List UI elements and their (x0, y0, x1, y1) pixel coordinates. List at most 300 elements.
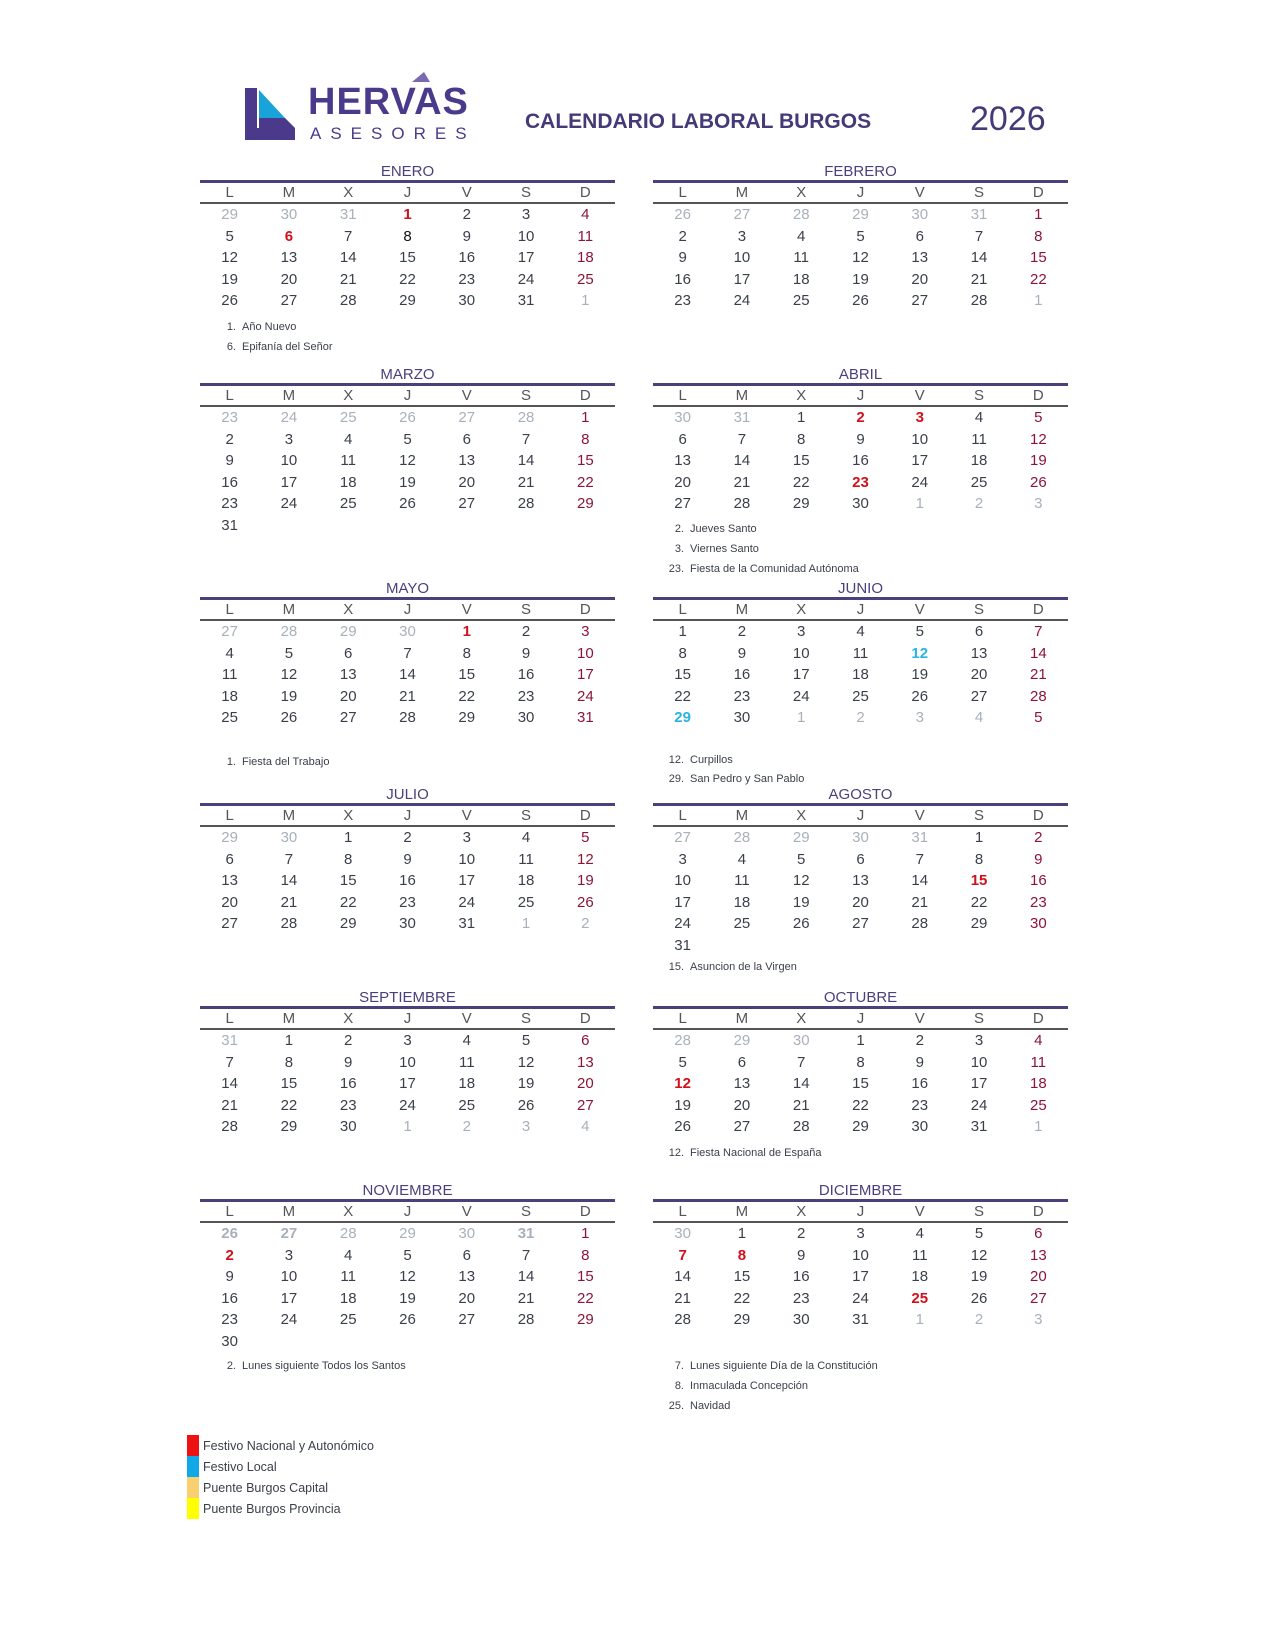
day-cell: 2 (581, 915, 590, 932)
month-title: ENERO (380, 163, 435, 180)
week-row (200, 515, 615, 537)
weekday-label: X (796, 601, 807, 618)
day-cell: 7 (678, 1246, 687, 1264)
weekday-label: D (579, 387, 591, 404)
weekday-label: S (974, 184, 985, 201)
day-cell: 20 (911, 270, 929, 288)
weekday-label: S (521, 601, 532, 618)
day-cell: 16 (852, 452, 869, 469)
day-cell: 28 (674, 1311, 691, 1328)
weekday-label: X (343, 387, 354, 404)
day-cell: 24 (911, 473, 929, 491)
day-cell (1009, 935, 1068, 957)
day-cell: 11 (340, 1268, 356, 1285)
day-cell: 7 (225, 1053, 234, 1071)
day-cell: 15 (1029, 249, 1047, 266)
week-row (653, 849, 1068, 871)
day-cell: 18 (339, 1289, 357, 1307)
day-cell: 30 (852, 495, 869, 512)
day-cell: 13 (970, 644, 988, 662)
day-cell: 22 (792, 473, 810, 491)
day-cell: 28 (221, 1118, 238, 1135)
day-cell: 16 (399, 872, 416, 889)
day-cell: 11 (911, 1246, 928, 1264)
week-row (200, 849, 615, 871)
day-cell: 22 (674, 687, 691, 705)
day-cell: 1 (678, 623, 687, 640)
holiday-notes (216, 317, 333, 357)
day-cell: 14 (280, 872, 298, 889)
week-row (653, 407, 1068, 429)
day-cell: 19 (399, 1289, 416, 1307)
day-cell: 24 (517, 270, 535, 288)
weekday-label: L (678, 1203, 687, 1220)
day-cell (831, 935, 890, 957)
day-cell: 25 (733, 915, 751, 932)
day-cell: 2 (856, 709, 865, 726)
day-cell: 30 (517, 709, 535, 726)
month-title: JULIO (386, 786, 429, 803)
day-cell: 6 (678, 430, 687, 448)
day-cell: 10 (280, 452, 298, 469)
day-cell: 3 (1034, 1311, 1043, 1328)
day-cell: 29 (674, 709, 691, 726)
day-cell: 7 (974, 227, 984, 245)
month-marzo (200, 366, 615, 536)
month-title: ABRIL (838, 366, 883, 383)
week-row (200, 493, 615, 515)
weekday-label: L (225, 807, 234, 824)
week-row (653, 290, 1068, 312)
swatch-yellow (187, 1498, 199, 1519)
weekday-label: X (343, 601, 354, 618)
day-cell: 14 (517, 452, 535, 469)
day-cell: 20 (674, 473, 691, 491)
day-cell: 16 (339, 1075, 357, 1092)
weekday-header (653, 1009, 1068, 1030)
day-cell: 26 (399, 1311, 416, 1328)
day-cell: 9 (225, 452, 234, 469)
day-cell: 14 (733, 452, 751, 469)
day-cell: 27 (280, 292, 298, 309)
day-cell: 9 (678, 249, 687, 266)
day-cell: 27 (674, 829, 691, 846)
day-cell: 1 (974, 829, 984, 846)
day-cell: 1 (1034, 1118, 1043, 1135)
day-cell: 4 (581, 1118, 590, 1135)
day-cell: 20 (221, 893, 238, 911)
day-cell: 6 (915, 227, 924, 245)
day-cell: 27 (221, 623, 238, 640)
day-cell: 2 (737, 623, 747, 640)
day-cell: 29 (576, 495, 594, 512)
day-cell: 28 (517, 409, 535, 426)
day-cell: 9 (737, 644, 747, 662)
day-cell: 7 (521, 1246, 531, 1264)
day-cell: 19 (792, 893, 810, 911)
day-cell: 4 (1034, 1032, 1043, 1049)
day-cell: 22 (576, 1289, 594, 1307)
day-cell: 27 (576, 1096, 594, 1114)
weekday-label: X (796, 807, 807, 824)
day-cell: 9 (521, 644, 531, 662)
day-cell: 1 (1034, 292, 1043, 309)
day-cell: 24 (280, 1311, 298, 1328)
weekday-label: D (1032, 184, 1044, 201)
day-cell: 27 (674, 495, 691, 512)
day-cell: 28 (517, 495, 535, 512)
day-cell: 24 (970, 1096, 988, 1114)
year-label: 2026 (970, 100, 1046, 138)
day-cell: 27 (970, 687, 988, 705)
day-cell: 19 (399, 473, 416, 491)
weekday-label: J (403, 1010, 412, 1027)
day-cell: 21 (733, 473, 751, 491)
weekday-label: M (282, 807, 296, 824)
day-cell: 10 (576, 644, 594, 662)
day-cell: 22 (970, 893, 988, 911)
day-cell: 25 (792, 292, 810, 309)
day-cell: 4 (225, 644, 234, 662)
day-cell: 19 (674, 1096, 691, 1114)
day-cell: 5 (915, 623, 924, 640)
day-cell: 19 (517, 1075, 535, 1092)
week-row (653, 913, 1068, 935)
week-row (200, 247, 615, 269)
day-cell: 23 (221, 1311, 238, 1328)
holiday-notes (664, 750, 804, 788)
day-cell: 21 (1029, 666, 1047, 683)
day-cell: 2 (225, 430, 234, 448)
legend-item-local: Festivo Local (187, 1456, 374, 1477)
month-title: MARZO (380, 366, 435, 383)
weekday-label: J (403, 387, 412, 404)
day-cell: 25 (576, 270, 594, 288)
month-title: NOVIEMBRE (362, 1182, 453, 1199)
day-cell: 24 (733, 292, 751, 309)
day-cell: 5 (1034, 409, 1043, 426)
day-cell: 20 (458, 473, 476, 491)
day-cell: 30 (280, 206, 298, 223)
day-cell: 28 (792, 206, 810, 223)
day-cell: 31 (517, 1225, 535, 1242)
weekday-label: X (343, 184, 354, 201)
day-cell: 26 (792, 915, 810, 932)
weekday-label: M (735, 184, 749, 201)
day-cell: 11 (1030, 1053, 1047, 1071)
day-cell: 8 (797, 430, 806, 448)
day-cell: 21 (911, 893, 929, 911)
day-cell: 6 (284, 227, 294, 245)
day-cell: 12 (280, 666, 298, 683)
day-cell: 24 (852, 1289, 869, 1307)
day-cell: 28 (517, 1311, 535, 1328)
holiday-note: 15. Asuncion de la Virgen (668, 961, 797, 973)
day-cell: 4 (344, 1246, 353, 1264)
day-cell: 16 (674, 270, 691, 288)
weekday-label: L (678, 1010, 687, 1027)
day-cell: 10 (280, 1268, 298, 1285)
day-cell: 30 (792, 1032, 810, 1049)
swatch-blue (187, 1456, 199, 1477)
day-cell: 27 (339, 709, 357, 726)
weekday-label: M (735, 807, 749, 824)
week-row (653, 1223, 1068, 1245)
day-cell: 31 (339, 206, 357, 223)
weekday-label: M (735, 1203, 749, 1220)
day-cell: 31 (852, 1311, 869, 1328)
day-cell: 21 (339, 270, 357, 288)
week-row (200, 1331, 615, 1353)
weekday-label: V (914, 1010, 925, 1027)
day-cell: 31 (221, 1032, 238, 1049)
weekday-header (653, 183, 1068, 204)
day-cell: 3 (915, 409, 924, 426)
day-cell: 28 (280, 915, 298, 932)
day-cell: 12 (792, 872, 810, 889)
day-cell: 19 (221, 270, 238, 288)
holiday-notes (216, 752, 329, 772)
day-cell: 3 (581, 623, 590, 640)
day-cell: 17 (399, 1075, 416, 1092)
day-cell: 7 (915, 850, 924, 868)
day-cell: 7 (737, 430, 747, 448)
day-cell: 22 (280, 1096, 298, 1114)
day-cell: 30 (458, 1225, 476, 1242)
week-row (200, 1073, 615, 1095)
day-cell: 20 (970, 666, 988, 683)
day-cell: 14 (221, 1075, 238, 1092)
day-cell: 12 (221, 249, 238, 266)
holiday-note: 1. Fiesta del Trabajo (226, 756, 330, 768)
day-cell: 18 (458, 1075, 476, 1092)
week-row (653, 664, 1068, 686)
day-cell: 29 (221, 206, 238, 223)
day-cell: 29 (399, 292, 416, 309)
day-cell: 11 (458, 1053, 475, 1071)
day-cell (890, 935, 949, 957)
day-cell: 15 (458, 666, 476, 683)
weekday-label: X (343, 807, 354, 824)
holiday-note: 12. Fiesta Nacional de España (668, 1147, 822, 1159)
week-row (200, 204, 615, 226)
week-row (200, 290, 615, 312)
weekday-label: X (796, 184, 807, 201)
day-cell: 6 (462, 1246, 471, 1264)
day-cell: 4 (915, 1225, 924, 1242)
day-cell: 21 (970, 270, 988, 288)
day-cell: 8 (1034, 227, 1043, 245)
weekday-header (653, 1202, 1068, 1223)
day-cell: 29 (280, 1118, 298, 1135)
day-cell: 29 (852, 206, 869, 223)
month-febrero (653, 163, 1068, 312)
day-cell: 30 (458, 292, 476, 309)
day-cell: 23 (221, 409, 238, 426)
week-row (200, 429, 615, 451)
weekday-header (200, 806, 615, 827)
day-cell: 11 (852, 644, 869, 662)
day-cell: 18 (911, 1268, 929, 1285)
day-cell: 24 (280, 409, 298, 426)
day-cell: 1 (581, 292, 590, 309)
day-cell: 8 (284, 1053, 294, 1071)
weekday-label: J (403, 807, 412, 824)
weekday-header (200, 1009, 615, 1030)
day-cell: 16 (792, 1268, 810, 1285)
day-cell: 19 (280, 687, 298, 705)
day-cell (437, 515, 496, 537)
day-cell: 11 (734, 872, 750, 889)
weekday-label: M (735, 601, 749, 618)
month-title: AGOSTO (828, 786, 893, 803)
day-cell: 27 (911, 292, 929, 309)
day-cell: 17 (852, 1268, 869, 1285)
day-cell: 8 (678, 644, 687, 662)
day-cell: 28 (280, 623, 298, 640)
holiday-notes (664, 1356, 878, 1416)
week-row (653, 450, 1068, 472)
week-row (653, 892, 1068, 914)
day-cell: 21 (674, 1289, 691, 1307)
day-cell: 4 (737, 850, 747, 868)
day-cell: 1 (462, 623, 471, 640)
day-cell (437, 1331, 496, 1353)
day-cell: 12 (970, 1246, 988, 1264)
weekday-label: L (225, 1203, 234, 1220)
week-row (653, 204, 1068, 226)
day-cell: 23 (517, 687, 535, 705)
brand-name: HERVAS (308, 81, 469, 123)
week-row (200, 269, 615, 291)
swatch-orange (187, 1477, 199, 1498)
day-cell: 29 (792, 495, 810, 512)
weekday-label: M (282, 1203, 296, 1220)
weekday-label: D (1032, 1010, 1044, 1027)
week-row (653, 1095, 1068, 1117)
month-title: MAYO (385, 580, 430, 597)
day-cell: 12 (399, 1268, 416, 1285)
day-cell: 31 (911, 829, 929, 846)
day-cell: 26 (852, 292, 869, 309)
day-cell: 14 (970, 249, 988, 266)
day-cell: 19 (911, 666, 929, 683)
day-cell: 25 (852, 687, 869, 705)
week-row (200, 1288, 615, 1310)
weekday-label: V (461, 184, 472, 201)
day-cell: 16 (733, 666, 751, 683)
day-cell: 29 (221, 829, 238, 846)
day-cell: 13 (339, 666, 357, 683)
day-cell: 17 (792, 666, 810, 683)
day-cell: 5 (856, 227, 865, 245)
day-cell: 26 (1029, 473, 1047, 491)
month-abril (653, 366, 1068, 515)
day-cell: 17 (458, 872, 476, 889)
day-cell: 16 (221, 473, 238, 491)
day-cell (319, 515, 378, 537)
week-row (653, 1288, 1068, 1310)
week-row (653, 1116, 1068, 1138)
weekday-label: X (796, 1203, 807, 1220)
day-cell: 10 (733, 249, 751, 266)
week-row (653, 935, 1068, 957)
day-cell: 26 (517, 1096, 535, 1114)
weekday-label: V (914, 387, 925, 404)
day-cell: 3 (737, 227, 747, 245)
week-row (653, 1052, 1068, 1074)
weekday-header (653, 600, 1068, 621)
day-cell: 1 (521, 915, 531, 932)
day-cell: 11 (971, 430, 987, 448)
day-cell: 21 (517, 1289, 535, 1307)
day-cell (259, 515, 318, 537)
day-cell: 6 (462, 430, 471, 448)
day-cell: 14 (792, 1075, 810, 1092)
day-cell: 10 (792, 644, 810, 662)
day-cell: 11 (518, 850, 534, 868)
day-cell: 2 (856, 409, 865, 426)
weekday-label: D (1032, 1203, 1044, 1220)
week-row (653, 827, 1068, 849)
weekday-label: J (403, 184, 412, 201)
day-cell: 18 (221, 687, 238, 705)
day-cell: 29 (792, 829, 810, 846)
holiday-note: 12. Curpillos (668, 754, 733, 766)
day-cell: 24 (399, 1096, 416, 1114)
week-row (200, 1223, 615, 1245)
day-cell: 27 (280, 1225, 298, 1242)
day-cell: 5 (581, 829, 590, 846)
day-cell: 28 (1029, 687, 1047, 705)
day-cell: 16 (517, 666, 535, 683)
day-cell: 4 (581, 206, 590, 223)
week-row (200, 892, 615, 914)
holiday-note: 1. Año Nuevo (226, 321, 297, 333)
day-cell: 17 (517, 249, 535, 266)
weekday-label: L (678, 807, 687, 824)
weekday-label: S (521, 184, 532, 201)
day-cell: 25 (1029, 1096, 1047, 1114)
day-cell: 31 (517, 292, 535, 309)
day-cell: 15 (970, 872, 988, 889)
week-row (200, 407, 615, 429)
day-cell: 15 (576, 1268, 594, 1285)
week-row (653, 429, 1068, 451)
day-cell: 1 (797, 409, 806, 426)
day-cell (556, 1331, 615, 1353)
day-cell: 14 (517, 1268, 535, 1285)
day-cell: 9 (915, 1053, 924, 1071)
day-cell: 13 (576, 1053, 594, 1071)
day-cell: 27 (733, 206, 751, 223)
holiday-notes (664, 1143, 821, 1163)
day-cell (556, 515, 615, 537)
day-cell: 21 (399, 687, 416, 705)
month-title: OCTUBRE (823, 989, 898, 1006)
day-cell: 6 (1034, 1225, 1043, 1242)
day-cell: 3 (974, 1032, 984, 1049)
day-cell (319, 1331, 378, 1353)
day-cell: 7 (344, 227, 353, 245)
month-title: JUNIO (838, 580, 883, 597)
day-cell: 10 (970, 1053, 988, 1071)
day-cell: 23 (911, 1096, 929, 1114)
day-cell: 10 (852, 1246, 869, 1264)
day-cell (772, 935, 831, 957)
week-row (200, 621, 615, 643)
day-cell: 2 (797, 1225, 806, 1242)
